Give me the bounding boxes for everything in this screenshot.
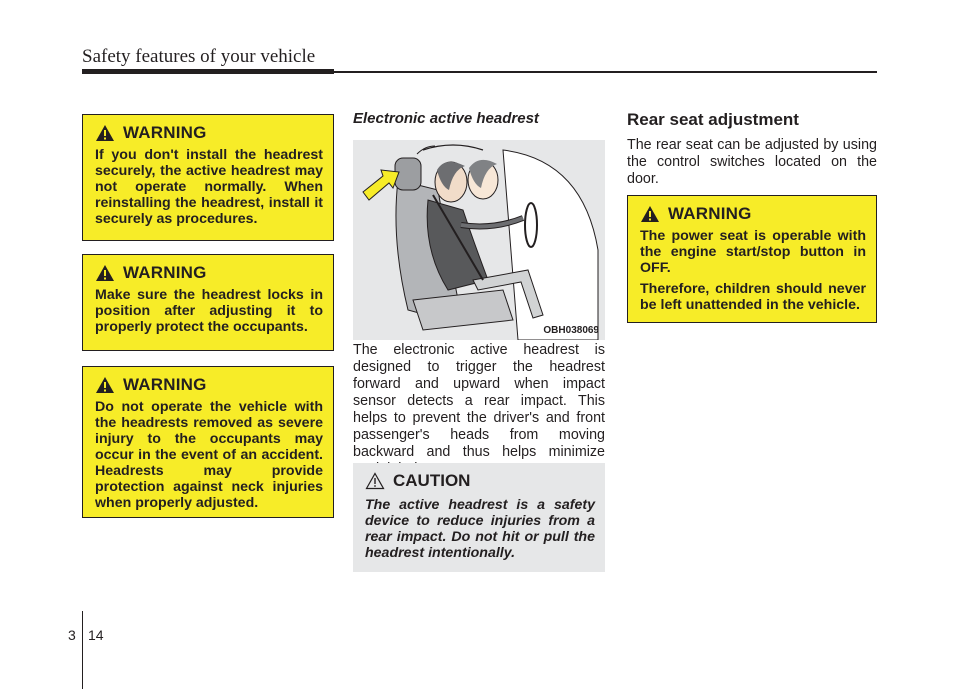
- warning-text: The power seat is operable with the engine start/stop button in OFF.: [640, 228, 866, 276]
- warning-text: Therefore, children should never be left unattended in the vehicle.: [640, 281, 866, 313]
- header-rule-thick: [82, 69, 334, 74]
- caution-box: [353, 463, 605, 572]
- page-number-rule: [82, 611, 83, 689]
- warning-box-power-seat: [627, 195, 877, 323]
- warning-triangle-icon: [95, 124, 115, 142]
- warning-title: WARNING: [668, 204, 752, 223]
- active-headrest-description: The electronic active headrest is designed to trigger the headrest forward and upward when impact sensor detects a rear impact. This helps to prevent the driver's and front passenger's heads from moving backward and thus helps minimize: [353, 342, 605, 460]
- warning-text: Make sure the headrest locks in position after adjusting it to properly protect the occupants.: [95, 287, 323, 335]
- warning-title: WARNING: [123, 263, 207, 282]
- warning-triangle-icon: [95, 376, 115, 394]
- chapter-number: 3: [68, 627, 76, 643]
- page-number: 14: [88, 627, 104, 643]
- caution-triangle-icon: [365, 472, 385, 490]
- section-heading-rear-seat: Rear seat adjustment: [627, 110, 799, 129]
- warning-title: WARNING: [123, 375, 207, 394]
- warning-triangle-icon: [95, 264, 115, 282]
- active-headrest-illustration: [353, 140, 605, 340]
- warning-box-headrest-lock: [82, 254, 334, 351]
- caution-title: CAUTION: [393, 471, 471, 490]
- warning-text: If you don't install the headrest securely, the active headrest may not operate normally. When reinstalling the headrest, install it securely as procedures.: [95, 147, 323, 227]
- warning-triangle-icon: [640, 205, 660, 223]
- warning-title: WARNING: [123, 123, 207, 142]
- warning-box-headrest-removed: [82, 366, 334, 518]
- figure-code: OBH038069: [543, 325, 599, 336]
- caution-text: The active headrest is a safety device to reduce injuries from a rear impact. Do not hit or pull the headrest intentionally.: [365, 497, 595, 561]
- page-header-title: Safety features of your vehicle: [82, 46, 316, 67]
- section-heading-active-headrest: Electronic active headrest: [353, 110, 539, 127]
- header-rule-thin: [334, 71, 877, 73]
- warning-text: Do not operate the vehicle with the headrests removed as severe injury to the occupants may occur in the event of an accident. Headrests may provide protection against neck injuries when properly adjusted.: [95, 399, 323, 511]
- warning-box-headrest-install: [82, 114, 334, 241]
- rear-seat-description: The rear seat can be adjusted by using the control switches located on the door.: [627, 137, 877, 187]
- seat-occupant-drawing: [353, 140, 605, 340]
